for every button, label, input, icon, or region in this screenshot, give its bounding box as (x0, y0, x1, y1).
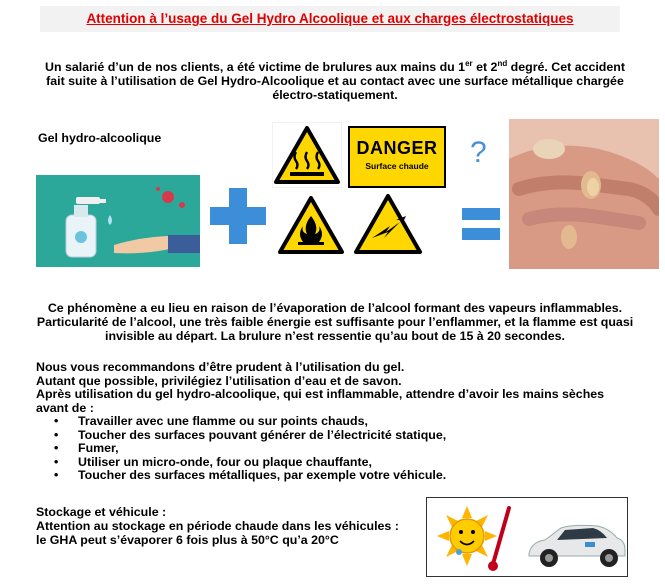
plus-symbol (210, 188, 266, 249)
phenomenon-paragraph: Ce phénomène a eu lieu en raison de l’évaporation de l’alcool formant des vapeurs inflammables. Particularité de l’alcool, une très faible énergie est suffisante pour l’enflammer, et la flamme est quasi invisible au départ. La brulure n’est ressentie qu’au bout de 15 à 20 secondes. (36, 301, 634, 343)
intro-paragraph (40, 60, 630, 102)
sun-thermometer-car-icon (427, 498, 627, 576)
intro-sup1: er (465, 58, 473, 68)
storage-line1: Attention au stockage en période chaude dans les véhicules : (36, 519, 399, 533)
reco-line2: Autant que possible, privilégiez l’utilisation d’eau et de savon. (36, 373, 402, 388)
reco-line3: Après utilisation du gel hydro-alcoolique, qui est inflammable, attendre d’avoir les mains sèches avant de : (36, 387, 605, 415)
danger-sign-title: DANGER (356, 138, 438, 158)
gel-dispenser-icon (36, 175, 200, 267)
intro-part1: Un salarié d’un de nos clients, a été victime de brulures aux mains du 1 (45, 60, 466, 74)
sun-car-illustration (426, 497, 628, 577)
storage-heading: Stockage et véhicule : (36, 505, 167, 519)
question-mark: ? (470, 136, 487, 169)
warning-signs (272, 122, 442, 262)
storage-line2: le GHA peut s’évaporer 6 fois plus à 50°C qu’a 20°C (36, 533, 339, 547)
hot-surface-warning-icon (272, 122, 342, 188)
equals-symbol (462, 208, 500, 247)
danger-sign (348, 126, 446, 188)
gel-label: Gel hydro-alcoolique (38, 131, 162, 145)
burned-hand-photo (509, 119, 659, 269)
document-title: Attention à l’usage du Gel Hydro Alcoolique et aux charges électrostatiques (86, 11, 574, 26)
gel-illustration (36, 175, 200, 267)
recommendations (36, 361, 636, 483)
electric-warning-icon (352, 190, 424, 258)
intro-part2: et 2 (472, 60, 498, 74)
intro-sup2: nd (497, 58, 508, 68)
plus-icon (210, 188, 266, 244)
flammable-warning-icon (276, 192, 346, 258)
intro-part3: degré. Cet accident fait suite à l’utilisation de Gel Hydro-Alcoolique et au contact avec une surface métallique chargée électro-statiquement. (46, 60, 625, 102)
burned-hand-icon (509, 119, 659, 269)
reco-list (36, 415, 636, 483)
list-item: • Toucher des surfaces pouvant générer de l’électricité statique, (36, 429, 636, 443)
danger-sign-subtitle: Surface chaude (365, 161, 429, 171)
storage-section (36, 505, 436, 547)
list-item: • Utiliser un micro-onde, four ou plaque chauffante, (36, 456, 636, 470)
title-bar (40, 6, 620, 32)
list-item: • Fumer, (36, 442, 636, 456)
list-item: • Toucher des surfaces métalliques, par exemple votre véhicule. (36, 469, 636, 483)
equals-icon (462, 208, 500, 242)
reco-line1: Nous vous recommandons d’être prudent à l’utilisation du gel. (36, 360, 405, 374)
list-item: • Travailler avec une flamme ou sur points chauds, (36, 415, 636, 429)
